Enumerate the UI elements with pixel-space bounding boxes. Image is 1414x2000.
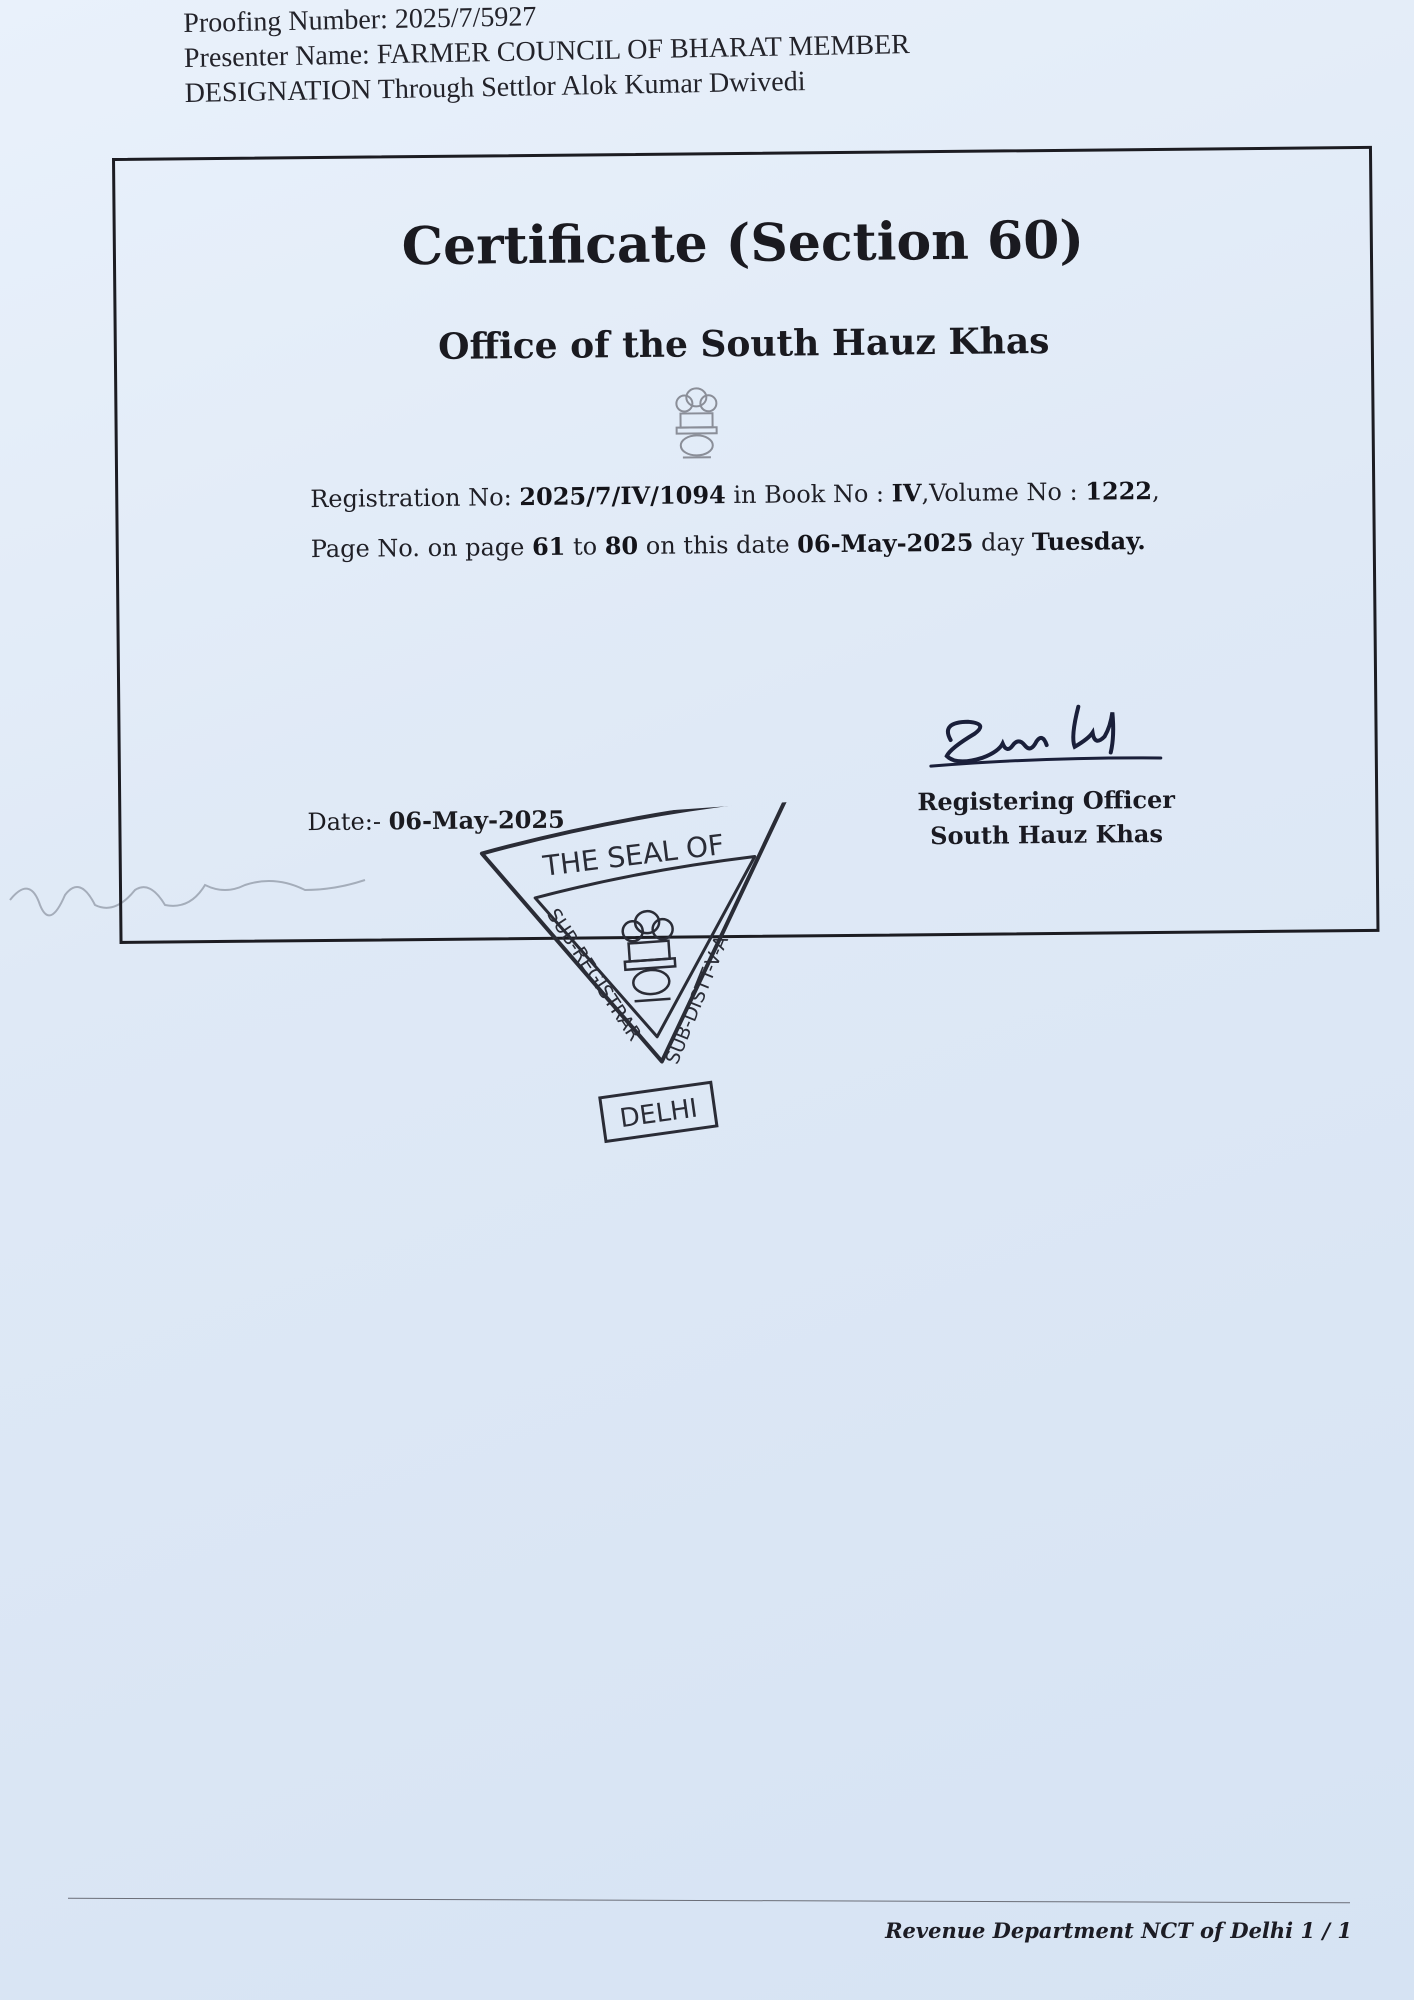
seal-bottom-text: DELHI xyxy=(617,1093,700,1135)
seal-top-text: THE SEAL OF xyxy=(541,827,726,883)
page-date-line: Page No. on page 61 to 80 on this date 06-May-2025 day Tuesday. xyxy=(310,526,1146,564)
officer-title: Registering Officer xyxy=(917,784,1176,817)
officer-office: South Hauz Khas xyxy=(930,818,1164,851)
date-row: Date:- 06-May-2025 xyxy=(307,804,565,837)
seal-right-text: SUB-DISTT-V-A xyxy=(661,932,734,1068)
document-header xyxy=(183,0,985,111)
officer-block xyxy=(911,783,1182,854)
registration-date: 06-May-2025 xyxy=(797,527,974,559)
national-emblem-icon xyxy=(668,383,725,468)
certificate-title: Certificate (Section 60) xyxy=(401,209,1085,278)
footer-divider xyxy=(68,1898,1350,1903)
book-number: IV xyxy=(891,478,922,508)
presenter-name: Presenter Name: FARMER COUNCIL OF BHARAT MEMBER xyxy=(183,29,911,74)
sub-registrar-seal xyxy=(470,801,834,1184)
footer-text: Revenue Department NCT of Delhi 1 / 1 xyxy=(885,1918,1352,1943)
registration-day: Tuesday. xyxy=(1031,526,1146,557)
office-name: Office of the South Hauz Khas xyxy=(437,320,1050,368)
officer-signature xyxy=(910,686,1171,778)
date-value: 06-May-2025 xyxy=(388,804,565,836)
volume-number: 1222 xyxy=(1085,476,1153,506)
registration-line: Registration No: 2025/7/IV/1094 in Book No : IV,Volume No : 1222, xyxy=(310,476,1160,514)
presenter-designation: DESIGNATION Through Settlor Alok Kumar Dwivedi xyxy=(184,66,806,109)
page-from: 61 xyxy=(531,531,566,561)
registration-number: 2025/7/IV/1094 xyxy=(519,480,726,512)
proofing-number: Proofing Number: 2025/7/5927 xyxy=(183,1,537,39)
seal-emblem-icon xyxy=(621,909,677,1001)
seal-left-text: SUB-REGISTRAR xyxy=(542,904,646,1046)
page-to: 80 xyxy=(604,530,639,561)
